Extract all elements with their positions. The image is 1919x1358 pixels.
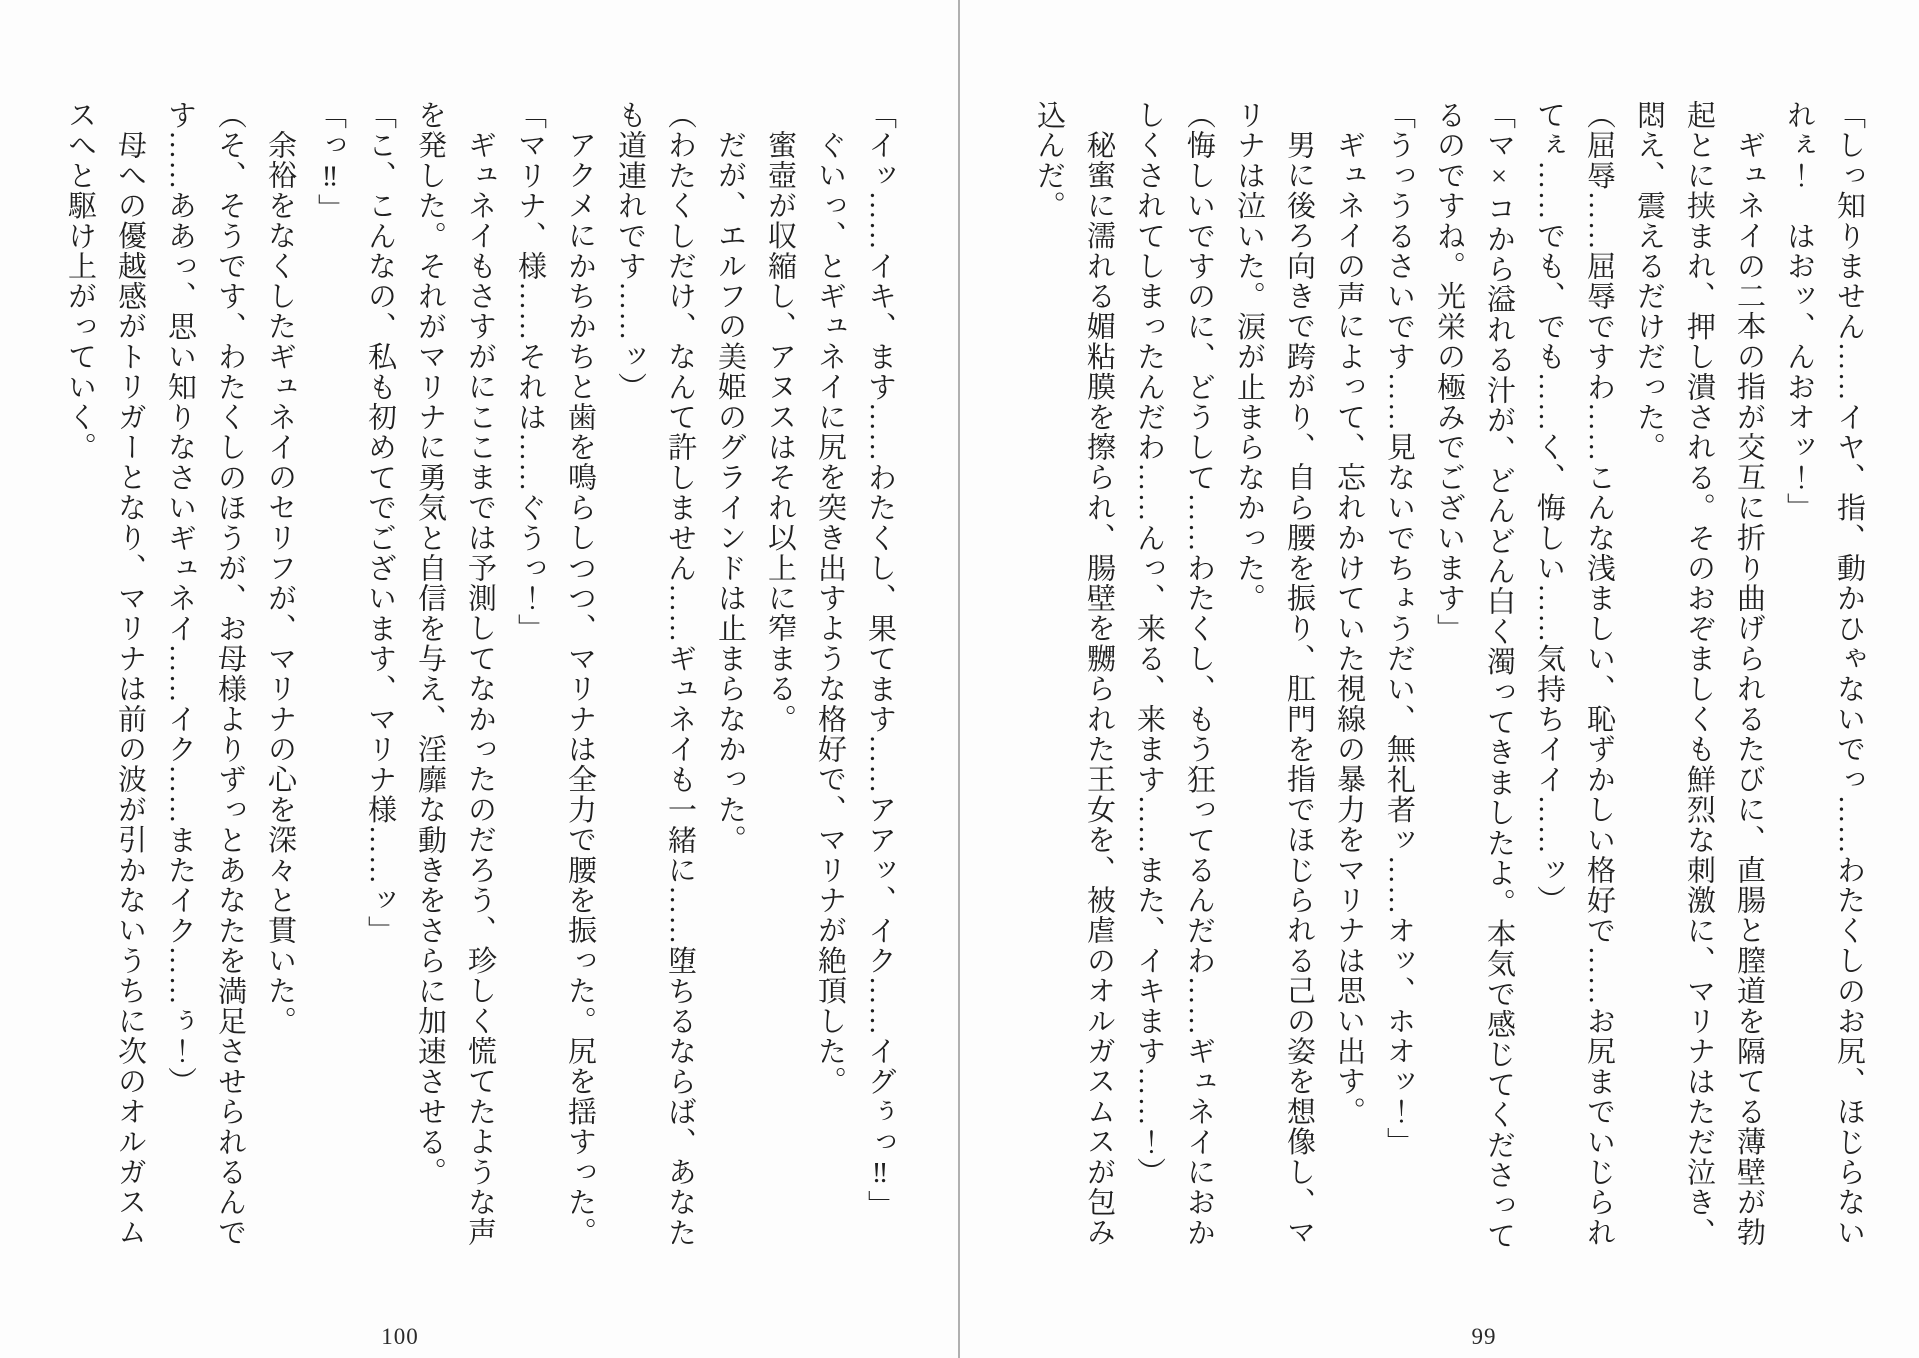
text-column: ギュネイの声によって、忘れかけていた視線の暴力をマリナは思い出す。 xyxy=(1333,130,1365,1127)
text-column: 「っ‼」 xyxy=(314,100,346,224)
text-column: 「イッ……イキ、ます……わたくし、果てます……アアッ、イク……イグぅっ‼」 xyxy=(864,100,896,1221)
text-column: るのですね。光栄の極みでございます」 xyxy=(1433,100,1465,644)
text-column: 母への優越感がトリガーとなり、マリナは前の波が引かないうちに次のオルガスム xyxy=(114,130,146,1248)
text-column: ギュネイの二本の指が交互に折り曲げられるたびに、直腸と膣道を隔てる薄壁が勃 xyxy=(1733,130,1765,1248)
text-column: リナは泣いた。涙が止まらなかった。 xyxy=(1233,100,1265,614)
page-number-left: 100 xyxy=(381,1324,419,1349)
text-column: （わたくしだけ、なんて許しません……ギュネイも一緒に……堕ちるならば、あなた xyxy=(664,100,696,1248)
text-column: 込んだ。 xyxy=(1033,100,1065,221)
text-column: を発した。それがマリナに勇気と自信を与え、淫靡な動きをさらに加速させる。 xyxy=(414,100,446,1188)
text-column: しくされてしまったんだわ……んっ、来る、来ます……また、イキます……！） xyxy=(1133,100,1165,1188)
text-column: 「しっ知りません……イヤ、指、動かひゃないでっ……わたくしのお尻、ほじらない xyxy=(1833,100,1865,1248)
text-column: ギュネイもさすがにここまでは予測してなかったのだろう、珍しく慌てたような声 xyxy=(464,130,496,1248)
text-column: （そ、そうです、わたくしのほうが、お母様よりずっとあなたを満足させられるんで xyxy=(214,100,246,1248)
text-column: 悶え、震えるだけだった。 xyxy=(1633,100,1665,463)
text-column: 「マリナ、様……それは……ぐうっ！」 xyxy=(514,100,546,644)
page-right-text-block xyxy=(1024,100,1874,1280)
text-column: も道連れです……ッ） xyxy=(614,100,646,402)
text-column: 男に後ろ向きで跨がり、自ら腰を振り、肛門を指でほじられる己の姿を想像し、マ xyxy=(1283,130,1315,1248)
text-column: （悔しいですのに、どうして……わたくし、もう狂ってるんだわ……ギュネイにおか xyxy=(1183,100,1215,1248)
text-column: アクメにかちかちと歯を鳴らしつつ、マリナは全力で腰を振った。尻を揺すった。 xyxy=(564,130,596,1248)
text-column: れぇ！ はおッ、んおオッ！」 xyxy=(1783,100,1815,523)
text-column: 「うっうるさいです……見ないでちょうだい、無礼者ッ……オッ、ホオッ！」 xyxy=(1383,100,1415,1157)
page-left xyxy=(0,0,958,1358)
text-column: 「マ×コから溢れる汁が、どんどん白く濁ってきましたよ。本気で感じてくださって xyxy=(1483,100,1515,1251)
page-left-text-block xyxy=(55,100,905,1280)
text-column: す……ああっ、思い知りなさいギュネイ……イク……またイク……ぅ！） xyxy=(164,100,196,1097)
text-column: スへと駆け上がっていく。 xyxy=(64,100,96,463)
page-right xyxy=(960,0,1918,1358)
text-column: 「こ、こんなの、私も初めてでございます、マリナ様……ッ」 xyxy=(364,100,396,946)
text-column: てぇ……でも、でも……く、悔しい……気持ちイイ……ッ） xyxy=(1533,100,1565,916)
text-column: 秘蜜に濡れる媚粘膜を擦られ、腸壁を嬲られた王女を、被虐のオルガスムスが包み xyxy=(1083,130,1115,1248)
text-column: ぐいっ、とギュネイに尻を突き出すような格好で、マリナが絶頂した。 xyxy=(814,130,846,1097)
text-column: 起とに挟まれ、押し潰される。そのおぞましくも鮮烈な刺激に、マリナはただ泣き、 xyxy=(1683,100,1715,1248)
text-column: だが、エルフの美姫のグラインドは止まらなかった。 xyxy=(714,130,746,855)
text-column: 余裕をなくしたギュネイのセリフが、マリナの心を深々と貫いた。 xyxy=(264,130,296,1036)
page-number-right: 99 xyxy=(1471,1324,1497,1349)
text-column: （屈辱……屈辱ですわ……こんな浅ましい、恥ずかしい格好で……お尻までいじられ xyxy=(1583,100,1615,1248)
text-column: 蜜壺が収縮し、アヌスはそれ以上に窄まる。 xyxy=(764,130,796,734)
